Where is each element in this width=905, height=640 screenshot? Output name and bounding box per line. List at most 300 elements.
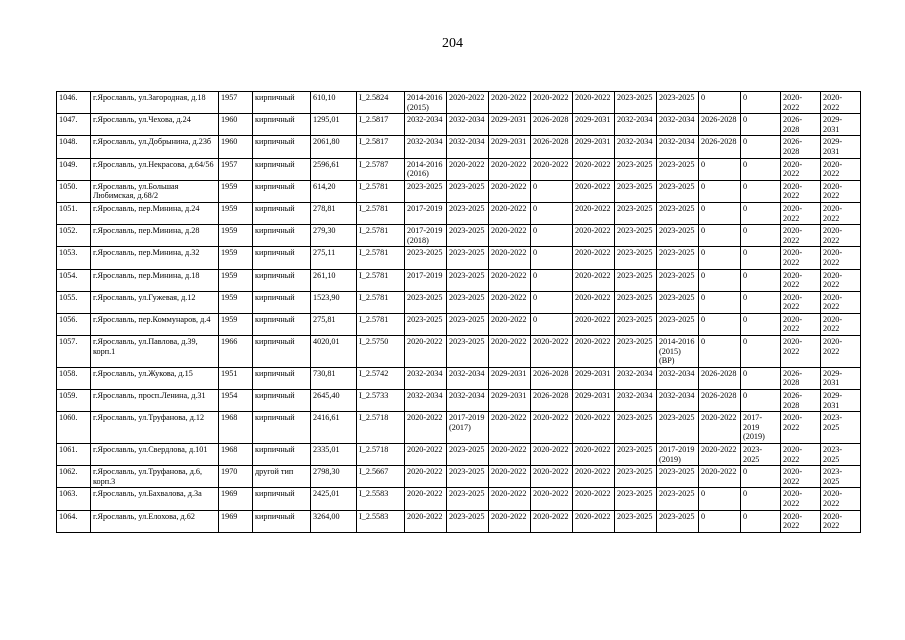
address-cell: г.Ярославль, ул.Жукова, д.15	[91, 367, 219, 389]
work-period-cell: 2023-2025	[821, 412, 861, 444]
wall-material-cell: кирпичный	[253, 158, 311, 180]
work-period-cell: 2020-2022	[489, 444, 531, 466]
index-code-cell: I_2.5667	[357, 466, 405, 488]
work-period-cell: 2017-2019 (2017)	[447, 412, 489, 444]
work-period-cell: 0	[699, 92, 741, 114]
area-cell: 2061,80	[311, 136, 357, 158]
work-period-cell: 2029-2031	[489, 136, 531, 158]
area-cell: 275,81	[311, 313, 357, 335]
row-number: 1063.	[57, 488, 91, 510]
index-code-cell: I_2.5781	[357, 313, 405, 335]
work-period-cell: 2032-2034	[615, 114, 657, 136]
work-period-cell: 0	[741, 390, 781, 412]
page-number: 204	[442, 36, 463, 51]
work-period-cell: 2020-2022	[489, 158, 531, 180]
work-period-cell: 2023-2025	[447, 488, 489, 510]
address-cell: г.Ярославль, ул.Загородная, д.18	[91, 92, 219, 114]
work-period-cell: 2029-2031	[489, 390, 531, 412]
address-cell: г.Ярославль, ул.Гужевая, д.12	[91, 291, 219, 313]
work-period-cell: 2023-2025	[657, 269, 699, 291]
row-number: 1062.	[57, 466, 91, 488]
work-period-cell: 2023-2025	[447, 225, 489, 247]
work-period-cell: 2020-2022	[405, 336, 447, 368]
work-period-cell: 0	[741, 367, 781, 389]
year-cell: 1959	[219, 180, 253, 202]
work-period-cell: 2023-2025	[615, 202, 657, 224]
address-cell: г.Ярославль, пер.Коммунаров, д.4	[91, 313, 219, 335]
work-period-cell: 0	[699, 158, 741, 180]
year-cell: 1970	[219, 466, 253, 488]
work-period-cell: 2020-2022	[781, 247, 821, 269]
work-period-cell: 0	[741, 114, 781, 136]
work-period-cell: 0	[699, 313, 741, 335]
address-cell: г.Ярославль, пер.Минина, д.32	[91, 247, 219, 269]
address-cell: г.Ярославль, ул.Свердлова, д.101	[91, 444, 219, 466]
row-number: 1061.	[57, 444, 91, 466]
work-period-cell: 0	[699, 225, 741, 247]
wall-material-cell: кирпичный	[253, 114, 311, 136]
row-number: 1058.	[57, 367, 91, 389]
work-period-cell: 2023-2025	[447, 291, 489, 313]
work-period-cell: 2020-2022	[405, 488, 447, 510]
work-period-cell: 2029-2031	[821, 390, 861, 412]
table-row	[57, 225, 861, 247]
work-period-cell: 2017-2019 (2019)	[741, 412, 781, 444]
index-code-cell: I_2.5733	[357, 390, 405, 412]
year-cell: 1957	[219, 158, 253, 180]
area-cell: 2335,01	[311, 444, 357, 466]
row-number: 1056.	[57, 313, 91, 335]
work-period-cell: 2020-2022	[699, 412, 741, 444]
work-period-cell: 2023-2025	[657, 291, 699, 313]
work-period-cell: 2020-2022	[531, 412, 573, 444]
work-period-cell: 2020-2022	[699, 444, 741, 466]
work-period-cell: 2026-2028	[531, 136, 573, 158]
work-period-cell: 0	[741, 247, 781, 269]
work-period-cell: 2029-2031	[821, 136, 861, 158]
work-period-cell: 2020-2022	[489, 180, 531, 202]
work-period-cell: 2023-2025	[657, 510, 699, 532]
work-period-cell: 0	[699, 247, 741, 269]
area-cell: 1523,90	[311, 291, 357, 313]
work-period-cell: 0	[741, 92, 781, 114]
work-period-cell: 2020-2022	[821, 180, 861, 202]
work-period-cell: 0	[699, 202, 741, 224]
work-period-cell: 0	[741, 488, 781, 510]
work-period-cell: 2020-2022	[447, 158, 489, 180]
work-period-cell: 2020-2022	[573, 269, 615, 291]
wall-material-cell: кирпичный	[253, 136, 311, 158]
work-period-cell: 0	[699, 291, 741, 313]
wall-material-cell: кирпичный	[253, 367, 311, 389]
work-period-cell: 2020-2022	[573, 158, 615, 180]
work-period-cell: 2026-2028	[781, 114, 821, 136]
work-period-cell: 2026-2028	[531, 390, 573, 412]
wall-material-cell: кирпичный	[253, 488, 311, 510]
wall-material-cell: кирпичный	[253, 313, 311, 335]
work-period-cell: 2023-2025	[447, 313, 489, 335]
work-period-cell: 0	[741, 136, 781, 158]
work-period-cell: 2020-2022	[489, 269, 531, 291]
row-number: 1046.	[57, 92, 91, 114]
work-period-cell: 0	[741, 269, 781, 291]
wall-material-cell: кирпичный	[253, 336, 311, 368]
work-period-cell: 2026-2028	[699, 390, 741, 412]
table-row	[57, 158, 861, 180]
work-period-cell: 0	[741, 336, 781, 368]
work-period-cell: 2023-2025	[405, 247, 447, 269]
wall-material-cell: кирпичный	[253, 225, 311, 247]
work-period-cell: 2023-2025	[615, 488, 657, 510]
table-row	[57, 488, 861, 510]
work-period-cell: 2023-2025	[657, 158, 699, 180]
index-code-cell: I_2.5750	[357, 336, 405, 368]
work-period-cell: 0	[531, 225, 573, 247]
work-period-cell: 2020-2022	[573, 412, 615, 444]
row-number: 1049.	[57, 158, 91, 180]
work-period-cell: 2020-2022	[573, 92, 615, 114]
area-cell: 2425,01	[311, 488, 357, 510]
address-cell: г.Ярославль, ул.Бахвалова, д.3а	[91, 488, 219, 510]
work-period-cell: 2020-2022	[531, 444, 573, 466]
row-number: 1054.	[57, 269, 91, 291]
index-code-cell: I_2.5583	[357, 510, 405, 532]
table-row	[57, 202, 861, 224]
work-period-cell: 2023-2025	[447, 247, 489, 269]
work-period-cell: 0	[699, 336, 741, 368]
table-row	[57, 92, 861, 114]
work-period-cell: 2020-2022	[531, 336, 573, 368]
work-period-cell: 0	[531, 291, 573, 313]
work-period-cell: 2023-2025	[615, 92, 657, 114]
index-code-cell: I_2.5787	[357, 158, 405, 180]
table-row	[57, 367, 861, 389]
work-period-cell: 0	[531, 202, 573, 224]
row-number: 1048.	[57, 136, 91, 158]
work-period-cell: 2032-2034	[657, 390, 699, 412]
work-period-cell: 0	[741, 291, 781, 313]
work-period-cell: 2020-2022	[531, 92, 573, 114]
work-period-cell: 2014-2016 (2016)	[405, 158, 447, 180]
work-period-cell: 2020-2022	[699, 466, 741, 488]
address-cell: г.Ярославль, ул.Павлова, д.39, корп.1	[91, 336, 219, 368]
work-period-cell: 2020-2022	[573, 336, 615, 368]
work-period-cell: 0	[741, 225, 781, 247]
address-cell: г.Ярославль, ул.Елохова, д.62	[91, 510, 219, 532]
work-period-cell: 2032-2034	[615, 390, 657, 412]
area-cell: 3264,00	[311, 510, 357, 532]
work-period-cell: 2020-2022	[781, 412, 821, 444]
area-cell: 2645,40	[311, 390, 357, 412]
work-period-cell: 2020-2022	[405, 466, 447, 488]
address-cell: г.Ярославль, просп.Ленина, д.31	[91, 390, 219, 412]
work-period-cell: 2020-2022	[489, 412, 531, 444]
work-period-cell: 2020-2022	[821, 313, 861, 335]
work-period-cell: 2029-2031	[489, 114, 531, 136]
work-period-cell: 2032-2034	[657, 367, 699, 389]
work-period-cell: 2020-2022	[573, 444, 615, 466]
table-row	[57, 114, 861, 136]
work-period-cell: 2032-2034	[657, 136, 699, 158]
work-period-cell: 0	[531, 247, 573, 269]
work-period-cell: 2029-2031	[573, 367, 615, 389]
index-code-cell: I_2.5742	[357, 367, 405, 389]
work-period-cell: 2023-2025	[615, 180, 657, 202]
work-period-cell: 2023-2025	[657, 202, 699, 224]
work-period-cell: 0	[741, 510, 781, 532]
work-period-cell: 2023-2025	[615, 510, 657, 532]
work-period-cell: 2023-2025	[447, 444, 489, 466]
work-period-cell: 2023-2025	[657, 412, 699, 444]
work-period-cell: 2020-2022	[489, 202, 531, 224]
work-period-cell: 2023-2025	[615, 412, 657, 444]
work-period-cell: 0	[699, 488, 741, 510]
work-period-cell: 2020-2022	[821, 488, 861, 510]
work-period-cell: 2020-2022	[821, 158, 861, 180]
index-code-cell: I_2.5824	[357, 92, 405, 114]
work-period-cell: 2020-2022	[489, 466, 531, 488]
work-period-cell: 2023-2025	[821, 444, 861, 466]
index-code-cell: I_2.5781	[357, 291, 405, 313]
work-period-cell: 2023-2025	[405, 291, 447, 313]
year-cell: 1959	[219, 225, 253, 247]
work-period-cell: 2020-2022	[781, 291, 821, 313]
index-code-cell: I_2.5781	[357, 247, 405, 269]
table-row	[57, 247, 861, 269]
work-period-cell: 0	[699, 510, 741, 532]
table-row	[57, 291, 861, 313]
work-period-cell: 2026-2028	[699, 367, 741, 389]
work-period-cell: 0	[741, 158, 781, 180]
work-period-cell: 2020-2022	[573, 180, 615, 202]
work-period-cell: 2020-2022	[489, 313, 531, 335]
work-period-cell: 2032-2034	[615, 136, 657, 158]
work-period-cell: 2032-2034	[447, 136, 489, 158]
wall-material-cell: кирпичный	[253, 269, 311, 291]
year-cell: 1959	[219, 269, 253, 291]
work-period-cell: 2020-2022	[781, 510, 821, 532]
wall-material-cell: другой тип	[253, 466, 311, 488]
table-row	[57, 136, 861, 158]
work-period-cell: 2020-2022	[821, 225, 861, 247]
work-period-cell: 2014-2016 (2015) (ВР)	[657, 336, 699, 368]
work-period-cell: 0	[699, 269, 741, 291]
wall-material-cell: кирпичный	[253, 390, 311, 412]
work-period-cell: 2023-2025	[657, 92, 699, 114]
work-period-cell: 2032-2034	[615, 367, 657, 389]
year-cell: 1959	[219, 313, 253, 335]
area-cell: 2416,61	[311, 412, 357, 444]
work-period-cell: 2020-2022	[489, 225, 531, 247]
work-period-cell: 2023-2025	[447, 510, 489, 532]
work-period-cell: 0	[741, 466, 781, 488]
year-cell: 1959	[219, 202, 253, 224]
area-cell: 614,20	[311, 180, 357, 202]
work-period-cell: 2020-2022	[781, 180, 821, 202]
work-period-cell: 2020-2022	[821, 247, 861, 269]
area-cell: 261,10	[311, 269, 357, 291]
row-number: 1064.	[57, 510, 91, 532]
area-cell: 1295,01	[311, 114, 357, 136]
table-row	[57, 180, 861, 202]
work-period-cell: 2023-2025	[657, 488, 699, 510]
work-period-cell: 2029-2031	[821, 114, 861, 136]
year-cell: 1966	[219, 336, 253, 368]
row-number: 1052.	[57, 225, 91, 247]
work-period-cell: 2020-2022	[447, 92, 489, 114]
work-period-cell: 2032-2034	[405, 367, 447, 389]
wall-material-cell: кирпичный	[253, 202, 311, 224]
year-cell: 1959	[219, 247, 253, 269]
table-row	[57, 466, 861, 488]
table-row	[57, 412, 861, 444]
work-period-cell: 2020-2022	[573, 291, 615, 313]
work-period-cell: 2023-2025	[657, 180, 699, 202]
address-cell: г.Ярославль, ул.Чехова, д.24	[91, 114, 219, 136]
work-period-cell: 2023-2025	[657, 247, 699, 269]
work-period-cell: 0	[699, 180, 741, 202]
area-cell: 610,10	[311, 92, 357, 114]
row-number: 1059.	[57, 390, 91, 412]
work-period-cell: 2023-2025	[615, 336, 657, 368]
work-period-cell: 2020-2022	[781, 336, 821, 368]
index-code-cell: I_2.5583	[357, 488, 405, 510]
area-cell: 275,11	[311, 247, 357, 269]
index-code-cell: I_2.5781	[357, 180, 405, 202]
area-cell: 2596,61	[311, 158, 357, 180]
work-period-cell: 2020-2022	[821, 269, 861, 291]
year-cell: 1969	[219, 510, 253, 532]
work-period-cell: 2020-2022	[781, 466, 821, 488]
area-cell: 4020,01	[311, 336, 357, 368]
index-code-cell: I_2.5817	[357, 114, 405, 136]
work-period-cell: 2020-2022	[573, 510, 615, 532]
work-period-cell: 2029-2031	[573, 136, 615, 158]
area-cell: 278,81	[311, 202, 357, 224]
area-cell: 730,81	[311, 367, 357, 389]
work-period-cell: 2020-2022	[781, 202, 821, 224]
row-number: 1053.	[57, 247, 91, 269]
work-period-cell: 2032-2034	[405, 390, 447, 412]
work-period-cell: 2023-2025	[615, 313, 657, 335]
address-cell: г.Ярославль, ул.Добрынина, д.23б	[91, 136, 219, 158]
housing-register-table	[56, 91, 861, 533]
row-number: 1050.	[57, 180, 91, 202]
table-row	[57, 390, 861, 412]
index-code-cell: I_2.5781	[357, 269, 405, 291]
row-number: 1060.	[57, 412, 91, 444]
work-period-cell: 2023-2025	[447, 336, 489, 368]
work-period-cell: 2020-2022	[573, 247, 615, 269]
year-cell: 1951	[219, 367, 253, 389]
address-cell: г.Ярославль, ул.Труфанова, д.6, корп.3	[91, 466, 219, 488]
row-number: 1047.	[57, 114, 91, 136]
wall-material-cell: кирпичный	[253, 291, 311, 313]
work-period-cell: 2023-2025	[615, 466, 657, 488]
work-period-cell: 2020-2022	[821, 510, 861, 532]
work-period-cell: 2023-2025	[657, 313, 699, 335]
address-cell: г.Ярославль, ул.Большая Любимская, д.68/2	[91, 180, 219, 202]
work-period-cell: 2020-2022	[489, 247, 531, 269]
address-cell: г.Ярославль, ул.Труфанова, д.12	[91, 412, 219, 444]
work-period-cell: 2032-2034	[447, 390, 489, 412]
work-period-cell: 2026-2028	[531, 367, 573, 389]
year-cell: 1960	[219, 114, 253, 136]
work-period-cell: 2020-2022	[489, 488, 531, 510]
address-cell: г.Ярославль, пер.Минина, д.24	[91, 202, 219, 224]
wall-material-cell: кирпичный	[253, 510, 311, 532]
work-period-cell: 2020-2022	[531, 510, 573, 532]
work-period-cell: 2020-2022	[781, 444, 821, 466]
work-period-cell: 2026-2028	[781, 390, 821, 412]
work-period-cell: 2032-2034	[405, 136, 447, 158]
work-period-cell: 0	[741, 202, 781, 224]
table-row	[57, 313, 861, 335]
work-period-cell: 2026-2028	[531, 114, 573, 136]
work-period-cell: 2020-2022	[781, 92, 821, 114]
year-cell: 1968	[219, 412, 253, 444]
area-cell: 279,30	[311, 225, 357, 247]
work-period-cell: 2020-2022	[821, 92, 861, 114]
work-period-cell: 2020-2022	[821, 291, 861, 313]
index-code-cell: I_2.5718	[357, 444, 405, 466]
year-cell: 1968	[219, 444, 253, 466]
work-period-cell: 2023-2025	[615, 158, 657, 180]
address-cell: г.Ярославль, пер.Минина, д.18	[91, 269, 219, 291]
wall-material-cell: кирпичный	[253, 92, 311, 114]
work-period-cell: 2020-2022	[489, 291, 531, 313]
address-cell: г.Ярославль, пер.Минина, д.28	[91, 225, 219, 247]
wall-material-cell: кирпичный	[253, 247, 311, 269]
work-period-cell: 2023-2025	[821, 466, 861, 488]
work-period-cell: 2023-2025	[657, 225, 699, 247]
year-cell: 1954	[219, 390, 253, 412]
work-period-cell: 2017-2019 (2019)	[657, 444, 699, 466]
table-row	[57, 336, 861, 368]
work-period-cell: 2032-2034	[447, 367, 489, 389]
work-period-cell: 2020-2022	[405, 412, 447, 444]
work-period-cell: 2020-2022	[821, 202, 861, 224]
work-period-cell: 2020-2022	[781, 158, 821, 180]
work-period-cell: 2032-2034	[447, 114, 489, 136]
work-period-cell: 2020-2022	[573, 466, 615, 488]
work-period-cell: 2014-2016 (2015)	[405, 92, 447, 114]
work-period-cell: 2020-2022	[405, 510, 447, 532]
work-period-cell: 2020-2022	[781, 225, 821, 247]
row-number: 1055.	[57, 291, 91, 313]
work-period-cell: 2023-2025	[657, 466, 699, 488]
work-period-cell: 2023-2025	[405, 180, 447, 202]
row-number: 1057.	[57, 336, 91, 368]
index-code-cell: I_2.5718	[357, 412, 405, 444]
work-period-cell: 2020-2022	[489, 92, 531, 114]
work-period-cell: 2020-2022	[489, 336, 531, 368]
work-period-cell: 2020-2022	[531, 466, 573, 488]
work-period-cell: 2023-2025	[615, 444, 657, 466]
year-cell: 1957	[219, 92, 253, 114]
work-period-cell: 0	[531, 269, 573, 291]
work-period-cell: 0	[741, 180, 781, 202]
row-number: 1051.	[57, 202, 91, 224]
work-period-cell: 2023-2025	[615, 269, 657, 291]
table-row	[57, 510, 861, 532]
work-period-cell: 2032-2034	[657, 114, 699, 136]
work-period-cell: 2029-2031	[489, 367, 531, 389]
work-period-cell: 2023-2025	[615, 247, 657, 269]
work-period-cell: 2020-2022	[821, 336, 861, 368]
work-period-cell: 2020-2022	[573, 202, 615, 224]
table-row	[57, 269, 861, 291]
